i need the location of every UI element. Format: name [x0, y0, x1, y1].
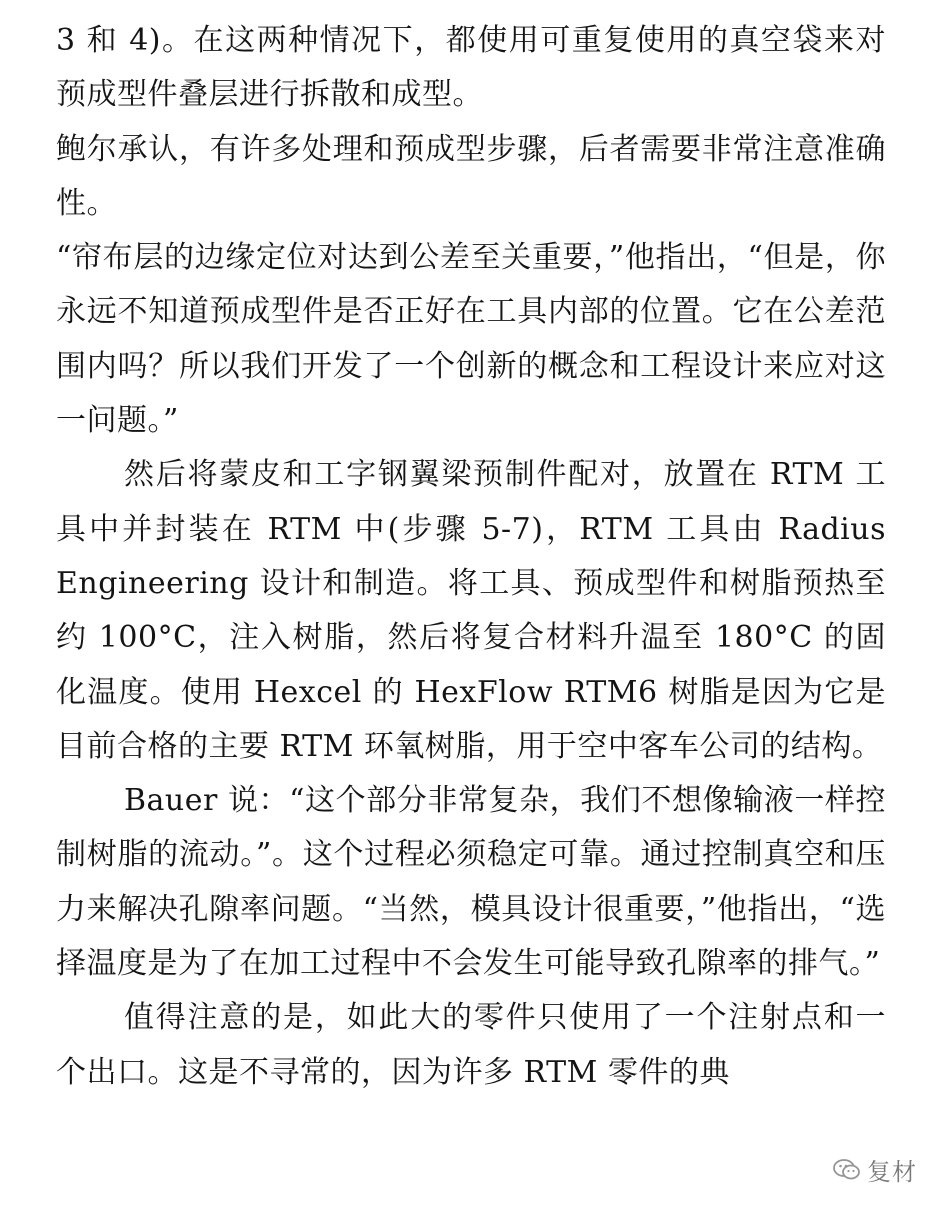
paragraph-continued: 3 和 4)。在这两种情况下，都使用可重复使用的真空袋来对预成型件叠层进行拆散和成型。	[56, 23, 886, 113]
paragraph-quote-ply-edges: “帘布层的边缘定位对达到公差至关重要，”他指出，“但是，你永远不知道预成型件是否正好在工具内部的位置。它在公差范围内吗？所以我们开发了一个创新的概念和工程设计来应对这一问题。”	[56, 240, 886, 439]
paragraph-rtm-process: 然后将蒙皮和工字钢翼梁预制件配对，放置在 RTM 工具中并封装在 RTM 中(步骤 5-7)，RTM 工具由 Radius Engineering 设计和制造。将工具、预成型件和树脂预热至约 100°C，注入树脂，然后将复合材料升温至 180°C 的固化温度。使用 Hexcel 的 HexFlow RTM6 树脂是因为它是目前合格的主要 RTM 环氧树脂，用于空中客车公司的结构。	[56, 457, 886, 764]
wechat-icon	[833, 1158, 861, 1182]
paragraph-bauer-admits: 鲍尔承认，有许多处理和预成型步骤，后者需要非常注意准确性。	[56, 131, 886, 221]
paragraph-bauer-quote: Bauer 说：“这个部分非常复杂，我们不想像输液一样控制树脂的流动。”。这个过程必须稳定可靠。通过控制真空和压力来解决孔隙率问题。“当然，模具设计很重要，”他指出，“选择温度是为了在加工过程中不会发生可能导致孔隙率的排气。”	[56, 783, 886, 982]
paragraph-injection-point: 值得注意的是，如此大的零件只使用了一个注射点和一个出口。这是不寻常的，因为许多 RTM 零件的典	[56, 1000, 886, 1090]
watermark-text: 复材	[867, 1158, 917, 1186]
article-body	[56, 14, 886, 1100]
watermark	[829, 1152, 921, 1187]
